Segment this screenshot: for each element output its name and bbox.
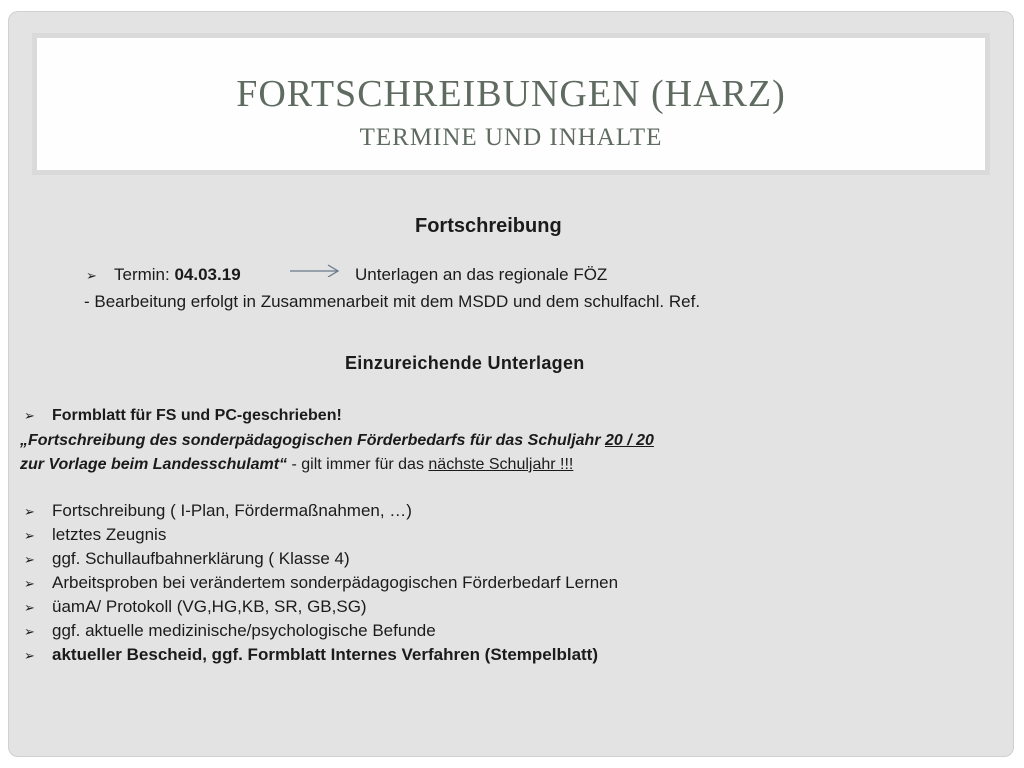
termin-row bbox=[86, 264, 241, 287]
termin-date: 04.03.19 bbox=[174, 265, 241, 284]
right-arrow-icon bbox=[290, 263, 340, 277]
arrowhead-bullet-icon: ➢ bbox=[24, 576, 35, 591]
arrowhead-bullet-icon: ➢ bbox=[86, 268, 97, 283]
list-item-text: üamA/ Protokoll (VG,HG,KB, SR, GB,SG) bbox=[52, 597, 367, 616]
list-item-text: aktueller Bescheid, ggf. Formblatt Internes Verfahren (Stempelblatt) bbox=[52, 645, 599, 664]
termin-target: Unterlagen an das regionale FÖZ bbox=[355, 265, 608, 284]
formblatt-text: Formblatt für FS und PC-geschrieben! bbox=[52, 407, 342, 424]
section-heading-unterlagen: Einzureichende Unterlagen bbox=[345, 353, 585, 373]
arrowhead-bullet-icon: ➢ bbox=[24, 504, 35, 519]
list-item bbox=[24, 596, 367, 619]
processing-note: - Bearbeitung erfolgt in Zusammenarbeit mit dem MSDD und dem schulfachl. Ref. bbox=[84, 292, 701, 311]
arrowhead-bullet-icon: ➢ bbox=[24, 408, 35, 423]
formblatt-row bbox=[24, 405, 342, 427]
quote-text-1: „Fortschreibung des sonderpädagogischen Förderbedarfs für das Schuljahr bbox=[20, 432, 605, 449]
list-item bbox=[24, 644, 598, 667]
list-item-text: letztes Zeugnis bbox=[52, 525, 167, 544]
quote-schuljahr: 20 / 20 bbox=[605, 432, 654, 449]
quote-next-year: nächste Schuljahr !!! bbox=[428, 456, 574, 473]
arrowhead-bullet-icon: ➢ bbox=[24, 600, 35, 615]
slide-title: FORTSCHREIBUNGEN (HARZ) bbox=[236, 73, 786, 115]
quote-line-2 bbox=[20, 454, 573, 476]
list-item bbox=[24, 620, 436, 643]
slide-subtitle: TERMINE UND INHALTE bbox=[359, 124, 663, 151]
arrowhead-bullet-icon: ➢ bbox=[24, 648, 35, 663]
quote-line-1 bbox=[20, 430, 654, 452]
list-item-text: Arbeitsproben bei verändertem sonderpädagogischen Förderbedarf Lernen bbox=[52, 573, 619, 592]
list-item-text: ggf. Schullaufbahnerklärung ( Klasse 4) bbox=[52, 549, 350, 568]
list-item bbox=[24, 572, 618, 595]
list-item bbox=[24, 548, 350, 571]
arrowhead-bullet-icon: ➢ bbox=[24, 624, 35, 639]
quote-note: - gilt immer für das bbox=[287, 456, 429, 473]
quote-text-2: zur Vorlage beim Landesschulamt“ bbox=[20, 456, 288, 473]
arrowhead-bullet-icon: ➢ bbox=[24, 552, 35, 567]
title-box bbox=[32, 33, 990, 175]
termin-label: Termin: bbox=[114, 265, 175, 284]
section-heading-fortschreibung: Fortschreibung bbox=[415, 215, 562, 237]
list-item-text: ggf. aktuelle medizinische/psychologische Befunde bbox=[52, 621, 436, 640]
arrowhead-bullet-icon: ➢ bbox=[24, 528, 35, 543]
list-item bbox=[24, 524, 166, 547]
list-item bbox=[24, 500, 412, 523]
list-item-text: Fortschreibung ( I-Plan, Fördermaßnahmen, …) bbox=[52, 501, 412, 520]
